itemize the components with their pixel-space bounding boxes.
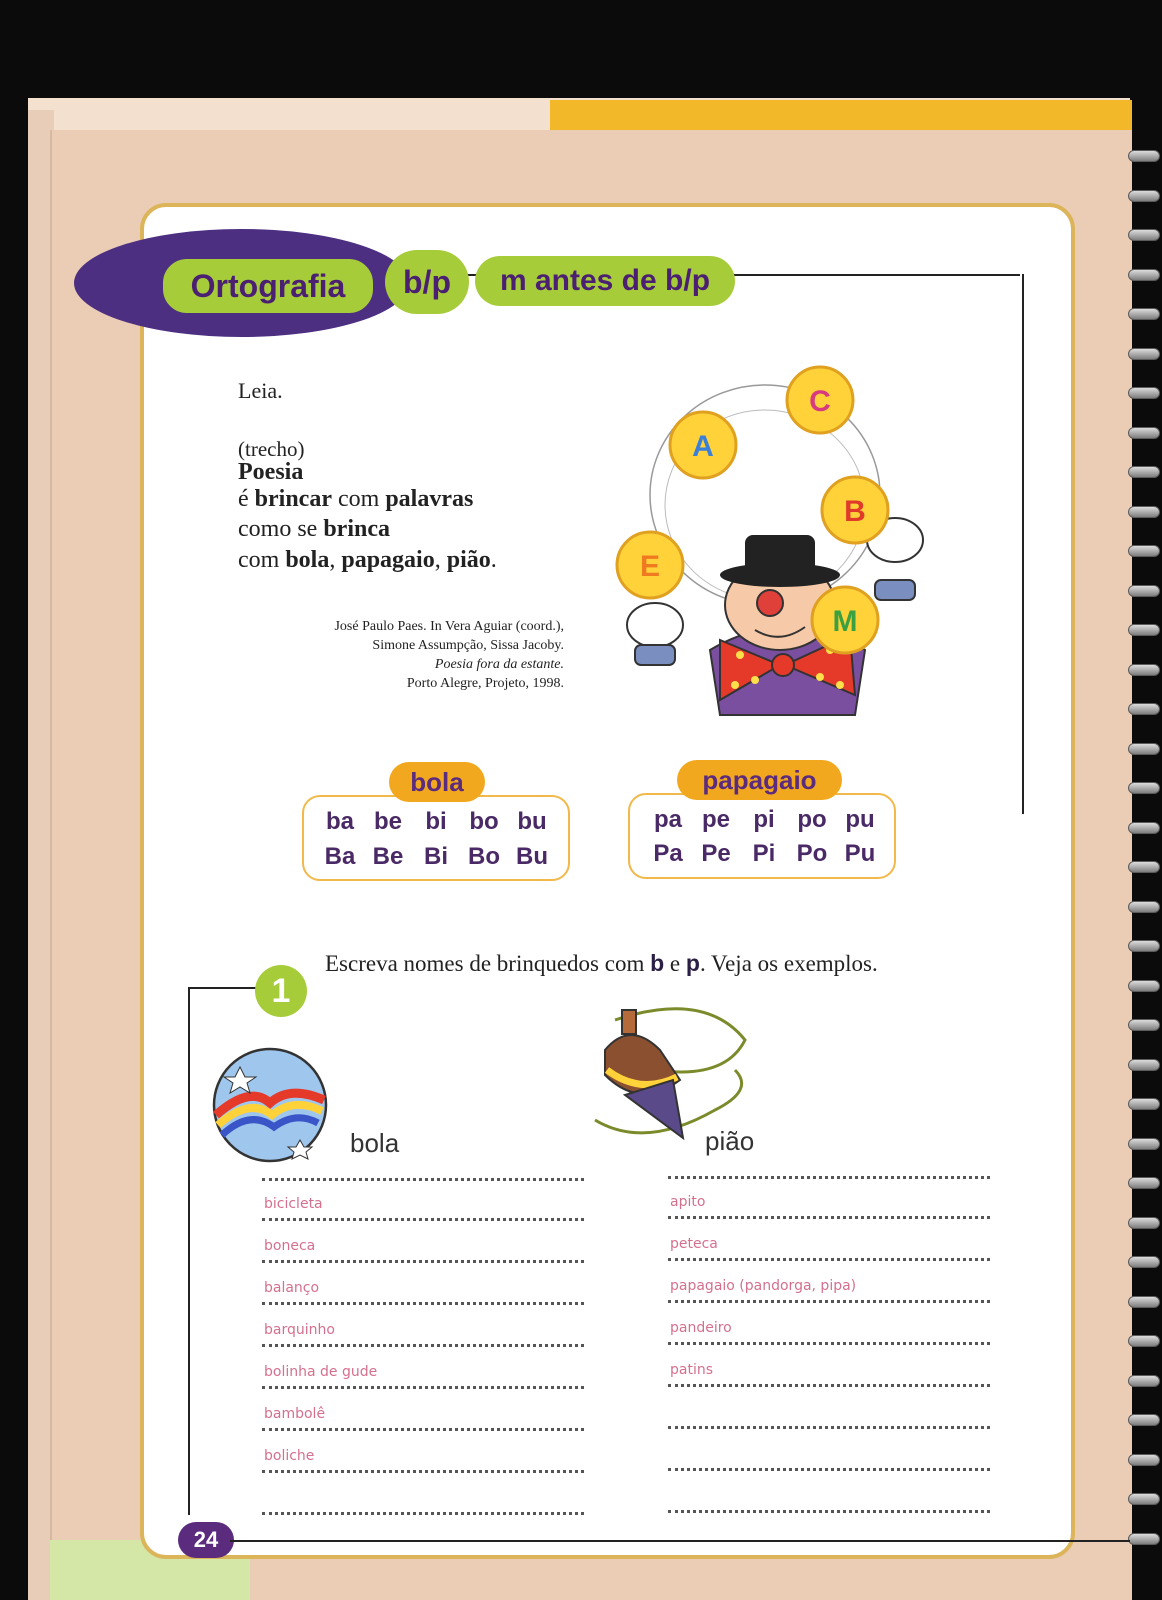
- handwritten-answer[interactable]: barquinho: [264, 1322, 335, 1338]
- spiral-coil: [1128, 664, 1160, 676]
- spiral-coil: [1128, 150, 1160, 162]
- handwritten-answer[interactable]: balanço: [264, 1280, 320, 1296]
- writing-line: [668, 1258, 990, 1261]
- spiral-coil: [1128, 861, 1160, 873]
- syllable: Ba: [324, 843, 356, 870]
- section-title: Ortografia: [160, 256, 376, 316]
- ball-letter: E: [639, 550, 661, 583]
- spiral-coil: [1128, 585, 1160, 597]
- spiral-coil: [1128, 1493, 1160, 1505]
- syllable: pe: [701, 806, 730, 833]
- handwritten-answer[interactable]: boneca: [264, 1238, 316, 1254]
- exercise-instruction: Escreva nomes de brinquedos com b e p. Veja os exemplos.: [325, 950, 878, 976]
- spiral-coil: [1128, 980, 1160, 992]
- topic-m-antes: m antes de b/p: [475, 256, 735, 306]
- writing-line: [668, 1468, 990, 1471]
- syllable: bi: [425, 808, 447, 835]
- spiral-coil: [1128, 940, 1160, 952]
- exercise-rule: [188, 987, 256, 989]
- syllable: Po: [796, 840, 828, 867]
- writing-line: [668, 1384, 990, 1387]
- syllable: Bi: [424, 843, 448, 870]
- spiral-coil: [1128, 901, 1160, 913]
- syllable: Bo: [468, 843, 500, 870]
- syllable: Bu: [516, 843, 548, 870]
- spiral-coil: [1128, 1138, 1160, 1150]
- citation-line: Porto Alegre, Projeto, 1998.: [406, 676, 564, 691]
- exercise-side-rule: [188, 987, 190, 1515]
- spiral-coil: [1128, 1098, 1160, 1110]
- header-side-rule: [1022, 274, 1024, 814]
- marble-ball-illustration: [210, 1045, 330, 1165]
- spiral-binding: [1128, 140, 1162, 1570]
- handwritten-answer[interactable]: bambolê: [264, 1406, 326, 1422]
- writing-line: [668, 1426, 990, 1429]
- writing-line: [262, 1386, 584, 1389]
- writing-line: [262, 1470, 584, 1473]
- spiral-coil: [1128, 1375, 1160, 1387]
- syllable: Be: [372, 843, 404, 870]
- handwritten-answer[interactable]: pandeiro: [670, 1320, 732, 1336]
- spiral-coil: [1128, 466, 1160, 478]
- citation-line: Simone Assumpção, Sissa Jacoby.: [372, 638, 564, 653]
- footer-rule: [230, 1540, 1130, 1542]
- example-word-b: bola: [350, 1128, 400, 1158]
- handwritten-answer[interactable]: boliche: [264, 1448, 315, 1464]
- writing-line: [262, 1178, 584, 1181]
- handwritten-answer[interactable]: papagaio (pandorga, pipa): [670, 1278, 857, 1294]
- poem-line: como se brinca: [238, 516, 390, 542]
- spiral-coil: [1128, 1454, 1160, 1466]
- spiral-coil: [1128, 703, 1160, 715]
- syllable: be: [373, 808, 402, 835]
- clown-juggler-illustration: [615, 355, 955, 730]
- citation-line: José Paulo Paes. In Vera Aguiar (coord.),: [334, 619, 564, 634]
- syllable-row-b-upper: [316, 843, 556, 871]
- syllable: ba: [325, 808, 354, 835]
- example-word-p: pião: [705, 1126, 755, 1156]
- writing-line: [262, 1302, 584, 1305]
- spiral-coil: [1128, 624, 1160, 636]
- spiral-coil: [1128, 1296, 1160, 1308]
- poem-line: com bola, papagaio, pião.: [238, 547, 497, 573]
- handwritten-answer[interactable]: patins: [670, 1362, 714, 1378]
- syllable-row-b-lower: [316, 808, 556, 836]
- poem-line: Poesia: [238, 459, 304, 485]
- spiral-coil: [1128, 269, 1160, 281]
- ball-letter: M: [832, 605, 858, 638]
- spiral-coil: [1128, 190, 1160, 202]
- syllable: po: [797, 806, 827, 833]
- spiral-coil: [1128, 782, 1160, 794]
- ball-letter: C: [809, 385, 831, 418]
- syllable: pi: [753, 806, 775, 833]
- syllable: bo: [469, 808, 499, 835]
- writing-line: [668, 1176, 990, 1179]
- reading-instruction: Leia.: [238, 378, 283, 403]
- spiral-coil: [1128, 387, 1160, 399]
- syllable-label-papagaio: papagaio: [677, 760, 842, 800]
- writing-line: [262, 1260, 584, 1263]
- writing-line: [668, 1342, 990, 1345]
- spiral-coil: [1128, 348, 1160, 360]
- ball-letter: B: [844, 495, 866, 528]
- writing-line: [262, 1512, 584, 1515]
- spiral-coil: [1128, 545, 1160, 557]
- page-number: 24: [178, 1522, 234, 1558]
- writing-line: [262, 1218, 584, 1221]
- excerpt-label: (trecho): [238, 437, 305, 461]
- spiral-coil: [1128, 427, 1160, 439]
- page-back-strip-yellow: [550, 100, 1132, 130]
- syllable: pa: [653, 806, 682, 833]
- writing-line: [262, 1428, 584, 1431]
- spiral-coil: [1128, 1059, 1160, 1071]
- spiral-coil: [1128, 1256, 1160, 1268]
- spiral-coil: [1128, 1177, 1160, 1189]
- spiral-coil: [1128, 1533, 1160, 1545]
- spiral-coil: [1128, 1019, 1160, 1031]
- handwritten-answer[interactable]: apito: [670, 1194, 706, 1210]
- syllable: Pu: [844, 840, 876, 867]
- writing-line: [668, 1216, 990, 1219]
- syllable: Pa: [653, 840, 683, 867]
- syllable: Pe: [701, 840, 731, 867]
- handwritten-answer[interactable]: bicicleta: [264, 1196, 323, 1212]
- syllable-row-p-upper: [644, 840, 884, 868]
- syllable: bu: [517, 808, 547, 835]
- writing-line: [262, 1344, 584, 1347]
- citation-title: Poesia fora da estante.: [434, 657, 564, 672]
- topic-bp: b/p: [385, 250, 469, 314]
- spiral-coil: [1128, 1217, 1160, 1229]
- spiral-coil: [1128, 229, 1160, 241]
- exercise-number: 1: [255, 965, 307, 1017]
- writing-line: [668, 1510, 990, 1513]
- syllable-label-bola: bola: [389, 762, 485, 802]
- handwritten-answer[interactable]: bolinha de gude: [264, 1364, 378, 1380]
- ball-letter: A: [692, 430, 714, 463]
- spiral-coil: [1128, 1414, 1160, 1426]
- syllable-row-p-lower: [644, 806, 884, 834]
- spiral-coil: [1128, 506, 1160, 518]
- spiral-coil: [1128, 308, 1160, 320]
- syllable: pu: [845, 806, 875, 833]
- spiral-coil: [1128, 1335, 1160, 1347]
- spiral-coil: [1128, 822, 1160, 834]
- handwritten-answer[interactable]: peteca: [670, 1236, 718, 1252]
- syllable: Pi: [752, 840, 776, 867]
- writing-line: [668, 1300, 990, 1303]
- poem-line: é brincar com palavras: [238, 486, 474, 512]
- spiral-coil: [1128, 743, 1160, 755]
